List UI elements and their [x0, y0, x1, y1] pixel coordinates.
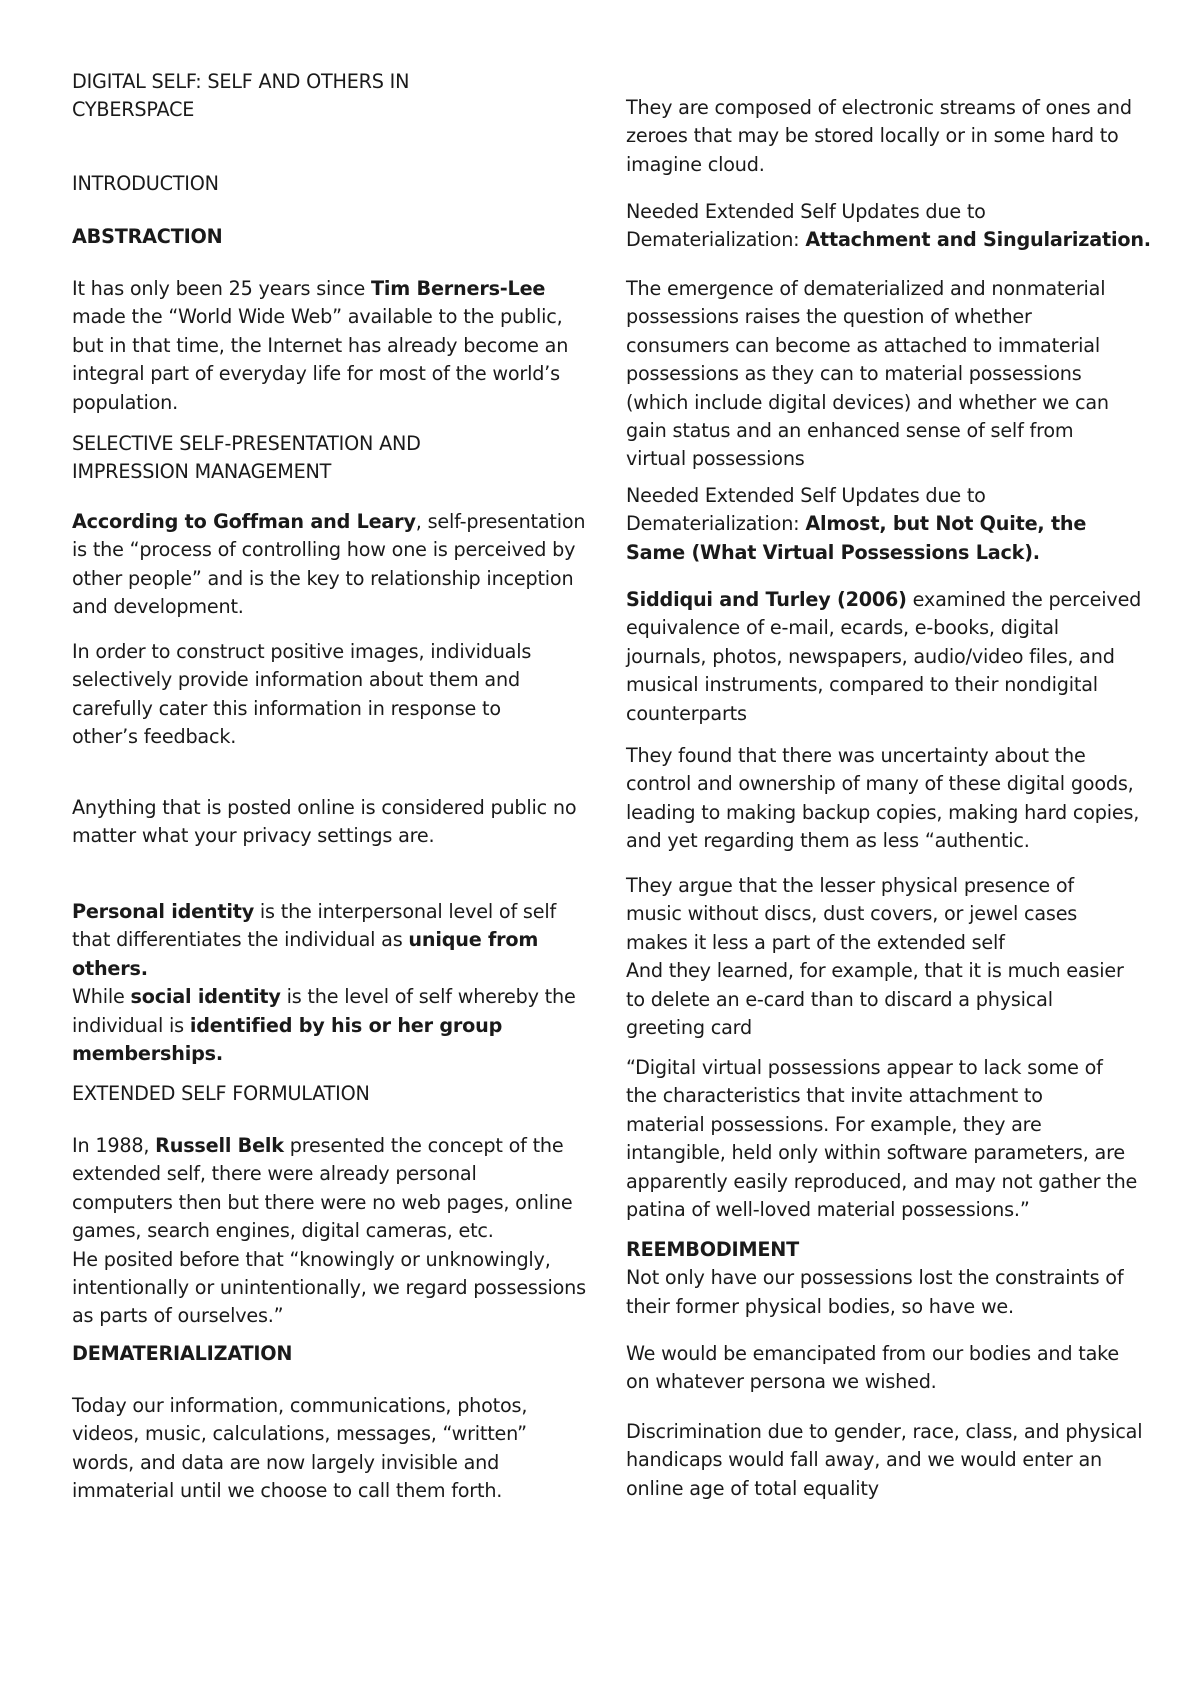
text-line [626, 226, 1151, 254]
text-run: other’s feedback. [72, 725, 237, 749]
text-run: immaterial until we choose to call them forth. [72, 1479, 503, 1503]
text-line [72, 170, 600, 198]
paragraph-reembodiment [626, 1236, 1146, 1321]
text-line [72, 593, 600, 621]
text-run: integral part of everyday life for most of the world’s [72, 362, 560, 386]
text-run: It has only been 25 years since [72, 277, 371, 300]
text-run: They are composed of electronic streams of ones and [626, 96, 1132, 119]
bold-run: REEMBODIMENT [626, 1238, 800, 1261]
text-run: patina of well-loved material possessions.” [626, 1198, 1030, 1222]
text-line [626, 1446, 1146, 1474]
text-run: but in that time, the Internet has already become an [72, 333, 569, 357]
text-line [72, 1274, 600, 1302]
text-line [72, 275, 600, 303]
text-run: words, and data are now largely invisible and [72, 1450, 500, 1474]
text-line [72, 666, 600, 694]
text-run: made the “World Wide Web” available to the public, [72, 305, 563, 329]
text-run: population. [72, 390, 179, 414]
text-line [626, 539, 1146, 567]
bold-run: Siddiqui and Turley (2006) [626, 588, 907, 611]
text-run: videos, music, calculations, messages, “written” [72, 1422, 527, 1446]
text-run: is the interpersonal level of self [254, 900, 557, 923]
paragraph-emancipated [626, 1340, 1146, 1397]
text-line [72, 983, 600, 1011]
text-line [72, 536, 600, 564]
paragraph-russell-belk [72, 1132, 600, 1331]
text-run: on whatever persona we wished. [626, 1370, 937, 1394]
text-line [72, 389, 600, 417]
bold-run: DEMATERIALIZATION [72, 1342, 293, 1365]
text-run: He posited before that “knowingly or unknowingly, [72, 1247, 551, 1271]
text-run: consumers can become as attached to immaterial [626, 333, 1101, 357]
text-line [72, 955, 600, 983]
paragraph-abstraction [72, 275, 600, 417]
text-run: INTRODUCTION [72, 172, 219, 195]
paragraph-posted-online [72, 794, 600, 851]
text-run: games, search engines, digital cameras, etc. [72, 1219, 494, 1243]
text-run: selectively provide information about them and [72, 668, 520, 692]
text-line [72, 1217, 600, 1245]
text-line [626, 700, 1146, 728]
text-line [72, 360, 600, 388]
text-run: makes it less a part of the extended self [626, 930, 1005, 954]
text-run: SELECTIVE SELF-PRESENTATION AND [72, 432, 421, 455]
text-run: examined the perceived [906, 588, 1142, 611]
text-run: DIGITAL SELF: SELF AND OTHERS IN [72, 70, 410, 93]
bold-run: According to Goffman and Leary [72, 510, 416, 533]
text-run: gain status and an enhanced sense of self from [626, 419, 1074, 443]
text-line [72, 1246, 600, 1274]
text-line [72, 1392, 600, 1420]
paragraph-emergence [626, 275, 1146, 474]
text-line [626, 827, 1146, 855]
text-run: imagine cloud. [626, 152, 765, 176]
text-line [72, 332, 600, 360]
text-run: intentionally or unintentionally, we regard possessions [72, 1276, 586, 1300]
text-run: and development. [72, 595, 244, 619]
text-run: Dematerialization: [626, 512, 806, 536]
bold-run: identified by his or her group [189, 1013, 503, 1037]
text-run: EXTENDED SELF FORMULATION [72, 1082, 370, 1105]
text-run: as parts of ourselves.” [72, 1304, 284, 1328]
paragraph-discrimination [626, 1418, 1146, 1503]
text-line [626, 1111, 1146, 1139]
text-run: “Digital virtual possessions appear to lack some of [626, 1056, 1103, 1079]
text-line [72, 926, 600, 954]
text-line [626, 986, 1146, 1014]
text-run: control and ownership of many of these digital goods, [626, 772, 1134, 796]
bold-run: memberships. [72, 1042, 223, 1066]
bold-run: ABSTRACTION [72, 225, 223, 248]
text-run: The emergence of dematerialized and nonmaterial [626, 277, 1106, 300]
text-run: (which include digital devices) and whether we can [626, 390, 1109, 414]
text-line [626, 1236, 1146, 1264]
paragraph-dematerialization [72, 1392, 600, 1506]
text-run: online age of total equality [626, 1476, 879, 1500]
text-run: In order to construct positive images, individuals [72, 640, 532, 663]
text-line [72, 898, 600, 926]
section-heading-dematerialization [72, 1340, 600, 1368]
text-line [72, 638, 600, 666]
text-run: Needed Extended Self Updates due to [626, 200, 986, 223]
text-line [626, 742, 1146, 770]
text-run: possessions as they can to material possessions [626, 362, 1082, 386]
text-line [72, 1340, 600, 1368]
paragraph-electronic-streams [626, 94, 1146, 179]
text-line [626, 770, 1146, 798]
text-line [72, 96, 600, 124]
text-line [626, 1196, 1146, 1224]
document-title [72, 68, 600, 125]
paragraph-positive-images [72, 638, 600, 752]
text-run: that differentiates the individual as [72, 928, 409, 952]
text-line [626, 929, 1146, 957]
text-run: Discrimination due to gender, race, class, and physical [626, 1420, 1143, 1443]
text-run: zeroes that may be stored locally or in some hard to [626, 124, 1119, 148]
bold-run: others. [72, 956, 148, 980]
text-line [626, 303, 1146, 331]
text-line [72, 223, 600, 251]
text-run: carefully cater this information in response to [72, 696, 501, 720]
text-run: They found that there was uncertainty about the [626, 744, 1086, 767]
paragraph-needed-updates-attachment [626, 198, 1151, 255]
text-run: counterparts [626, 701, 747, 725]
text-line [626, 1340, 1146, 1368]
text-run: They argue that the lesser physical presence of [626, 874, 1074, 897]
text-line [72, 1189, 600, 1217]
text-line [626, 510, 1146, 538]
text-line [626, 872, 1146, 900]
text-run: virtual possessions [626, 447, 805, 471]
bold-run: Same (What Virtual Possessions Lack). [626, 540, 1040, 564]
section-heading-abstraction [72, 223, 600, 251]
text-line [626, 1475, 1146, 1503]
paragraph-needed-updates-almost [626, 482, 1146, 567]
paragraph-goffman-leary [72, 508, 600, 622]
text-run: to delete an e-card than to discard a physical [626, 987, 1053, 1011]
text-run: is the “process of controlling how one is perceived by [72, 538, 576, 562]
text-line [626, 1264, 1146, 1292]
text-line [72, 1040, 600, 1068]
text-run: While [72, 985, 131, 1009]
text-run: music without discs, dust covers, or jewel cases [626, 902, 1078, 926]
text-line [72, 1302, 600, 1330]
text-run: greeting card [626, 1016, 752, 1040]
text-run: individual is [72, 1013, 190, 1037]
text-line [72, 1160, 600, 1188]
text-line [626, 1368, 1146, 1396]
text-run: equivalence of e-mail, ecards, e-books, digital [626, 616, 1059, 640]
text-run: leading to making backup copies, making hard copies, [626, 800, 1140, 824]
text-run: handicaps would fall away, and we would enter an [626, 1448, 1103, 1472]
text-run: , self-presentation [415, 510, 586, 533]
text-line [72, 1477, 600, 1505]
text-run: is the level of self whereby the [280, 985, 576, 1009]
text-run: journals, photos, newspapers, audio/video files, and [626, 644, 1115, 668]
text-line [626, 151, 1146, 179]
text-run: Today our information, communications, photos, [72, 1394, 528, 1417]
text-run: matter what your privacy settings are. [72, 824, 435, 848]
text-run: Not only have our possessions lost the constraints of [626, 1266, 1124, 1290]
text-line [626, 94, 1146, 122]
section-heading-self-presentation [72, 430, 600, 487]
paragraph-siddiqui-turley [626, 586, 1146, 728]
text-run: extended self, there were already personal [72, 1162, 477, 1186]
text-run: their former physical bodies, so have we. [626, 1294, 1014, 1318]
text-line [626, 1014, 1146, 1042]
text-line [626, 1168, 1146, 1196]
paragraph-lesser-presence [626, 872, 1146, 1042]
text-line [626, 389, 1146, 417]
paragraph-uncertainty [626, 742, 1146, 856]
text-line [626, 586, 1146, 614]
text-line [72, 1449, 600, 1477]
text-line [72, 794, 600, 822]
text-line [626, 417, 1146, 445]
text-run: And they learned, for example, that it is much easier [626, 959, 1124, 983]
text-line [72, 822, 600, 850]
text-line [72, 1080, 600, 1108]
text-run: and yet regarding them as less “authentic. [626, 829, 1030, 853]
text-run: musical instruments, compared to their nondigital [626, 673, 1098, 697]
text-run: possessions raises the question of whether [626, 305, 1032, 329]
text-run: computers then but there were no web pages, online [72, 1190, 573, 1214]
text-line [626, 671, 1146, 699]
text-run: presented the concept of the [283, 1134, 564, 1157]
text-line [626, 275, 1146, 303]
text-line [72, 68, 600, 96]
text-line [72, 565, 600, 593]
text-line [72, 458, 600, 486]
text-line [72, 303, 600, 331]
bold-run: social identity [130, 985, 281, 1009]
text-line [626, 799, 1146, 827]
text-line [626, 198, 1146, 226]
text-line [72, 1012, 600, 1040]
text-run: material possessions. For example, they are [626, 1112, 1042, 1136]
text-line [626, 643, 1146, 671]
text-run: apparently easily reproduced, and may not gather the [626, 1169, 1138, 1193]
text-run: CYBERSPACE [72, 98, 195, 122]
quote-digital-virtual-possessions [626, 1054, 1146, 1224]
text-run: Anything that is posted online is considered public no [72, 796, 577, 819]
text-line [626, 957, 1146, 985]
text-line [72, 430, 600, 458]
bold-run: Personal identity [72, 900, 255, 923]
bold-run: Russell Belk [155, 1134, 284, 1157]
text-line [626, 1054, 1146, 1082]
bold-run: unique from [408, 928, 539, 952]
text-line [626, 122, 1146, 150]
text-line [626, 900, 1146, 928]
text-line [626, 1139, 1146, 1167]
text-line [72, 508, 600, 536]
text-line [626, 482, 1146, 510]
text-run: IMPRESSION MANAGEMENT [72, 460, 332, 484]
text-run: intangible, held only within software parameters, are [626, 1141, 1125, 1165]
text-line [72, 695, 600, 723]
bold-run: Attachment and Singularization. [805, 228, 1151, 252]
text-line [626, 332, 1146, 360]
section-heading-introduction [72, 170, 600, 198]
section-heading-extended-self [72, 1080, 600, 1108]
text-line [72, 723, 600, 751]
bold-run: Almost, but Not Quite, the [805, 512, 1087, 536]
text-line [626, 360, 1146, 388]
text-run: Dematerialization: [626, 228, 806, 252]
text-line [626, 445, 1146, 473]
text-line [626, 1418, 1146, 1446]
text-line [626, 614, 1146, 642]
bold-run: Tim Berners-Lee [371, 277, 546, 300]
text-line [626, 1293, 1146, 1321]
text-run: other people” and is the key to relationship inception [72, 566, 574, 590]
text-line [72, 1132, 600, 1160]
text-line [72, 1420, 600, 1448]
text-run: We would be emancipated from our bodies and take [626, 1342, 1119, 1365]
text-run: the characteristics that invite attachment to [626, 1084, 1043, 1108]
text-line [626, 1082, 1146, 1110]
text-run: Needed Extended Self Updates due to [626, 484, 986, 507]
text-run: In 1988, [72, 1134, 156, 1157]
paragraph-identity [72, 898, 600, 1068]
